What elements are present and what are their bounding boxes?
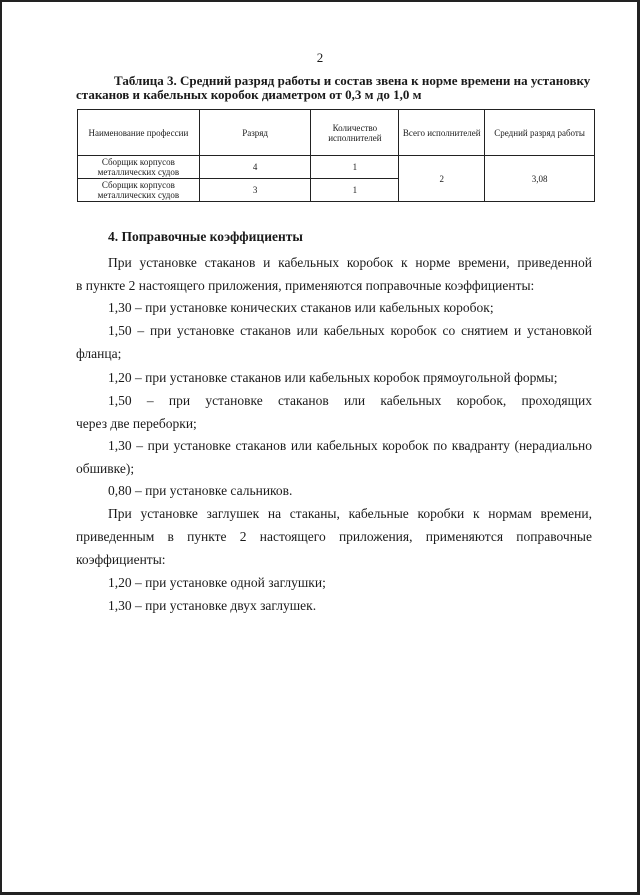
cell-avg-grade: 3,08 xyxy=(485,156,595,202)
plug-coefficient-item: 1,30 – при установке двух заглушек. xyxy=(108,598,317,613)
coefficient-item: 1,50 – при установке стаканов или кабельных коробок со снятием и установкой фланца; xyxy=(76,323,592,361)
plugs-paragraph: При установке заглушек на стаканы, кабельные коробки к нормам времени, приведенным в пункте 2 настоящего приложения, применяются поправочные коэффициенты: xyxy=(76,506,592,567)
table-title-line-2: стаканов и кабельных коробок диаметром от 0,3 м до 1,0 м xyxy=(76,87,422,102)
intro-line-1: При установке стаканов и кабельных коробок к норме времени, приведенной xyxy=(108,255,592,270)
intro-line-2: в пункте 2 настоящего приложения, применяются поправочные коэффициенты: xyxy=(76,278,535,293)
cell-count: 1 xyxy=(311,156,399,179)
coefficient-item: 1,50 – при установке стаканов или кабельных коробок, проходящих через две переборки; xyxy=(76,393,592,431)
header-avg-grade: Средний разряд работы xyxy=(485,110,595,156)
cell-grade: 3 xyxy=(199,179,311,202)
table-header-row xyxy=(78,110,595,156)
coefficient-item: 1,30 – при установке стаканов или кабельных коробок по квадранту (нерадиально обшивке); xyxy=(76,438,592,476)
cell-total: 2 xyxy=(399,156,485,202)
header-profession: Наименование профессии xyxy=(78,110,200,156)
page-border-left xyxy=(0,0,2,895)
coefficient-item: 1,30 – при установке конических стаканов или кабельных коробок; xyxy=(108,300,494,315)
header-count: Количество исполнителей xyxy=(311,110,399,156)
intro-paragraph xyxy=(76,251,592,297)
coefficient-item: 1,20 – при установке стаканов или кабельных коробок прямоугольной формы; xyxy=(108,370,558,385)
page-border-top xyxy=(0,0,640,2)
cell-profession: Сборщик корпусов металлических судов xyxy=(78,156,200,179)
header-total: Всего исполнителей xyxy=(399,110,485,156)
page-number: 2 xyxy=(316,50,324,65)
cell-count: 1 xyxy=(311,179,399,202)
cell-grade: 4 xyxy=(199,156,311,179)
section-title: 4. Поправочные коэффициенты xyxy=(108,229,303,244)
header-grade: Разряд xyxy=(199,110,311,156)
cell-profession: Сборщик корпусов металлических судов xyxy=(78,179,200,202)
plug-coefficient-item: 1,20 – при установке одной заглушки; xyxy=(108,575,326,590)
table-title-line-1: Таблица 3. Средний разряд работы и состав звена к норме времени на установку xyxy=(114,73,591,88)
crew-table xyxy=(77,109,595,202)
table-row xyxy=(78,156,595,179)
coefficient-item: 0,80 – при установке сальников. xyxy=(108,483,293,498)
table-title xyxy=(76,74,606,102)
